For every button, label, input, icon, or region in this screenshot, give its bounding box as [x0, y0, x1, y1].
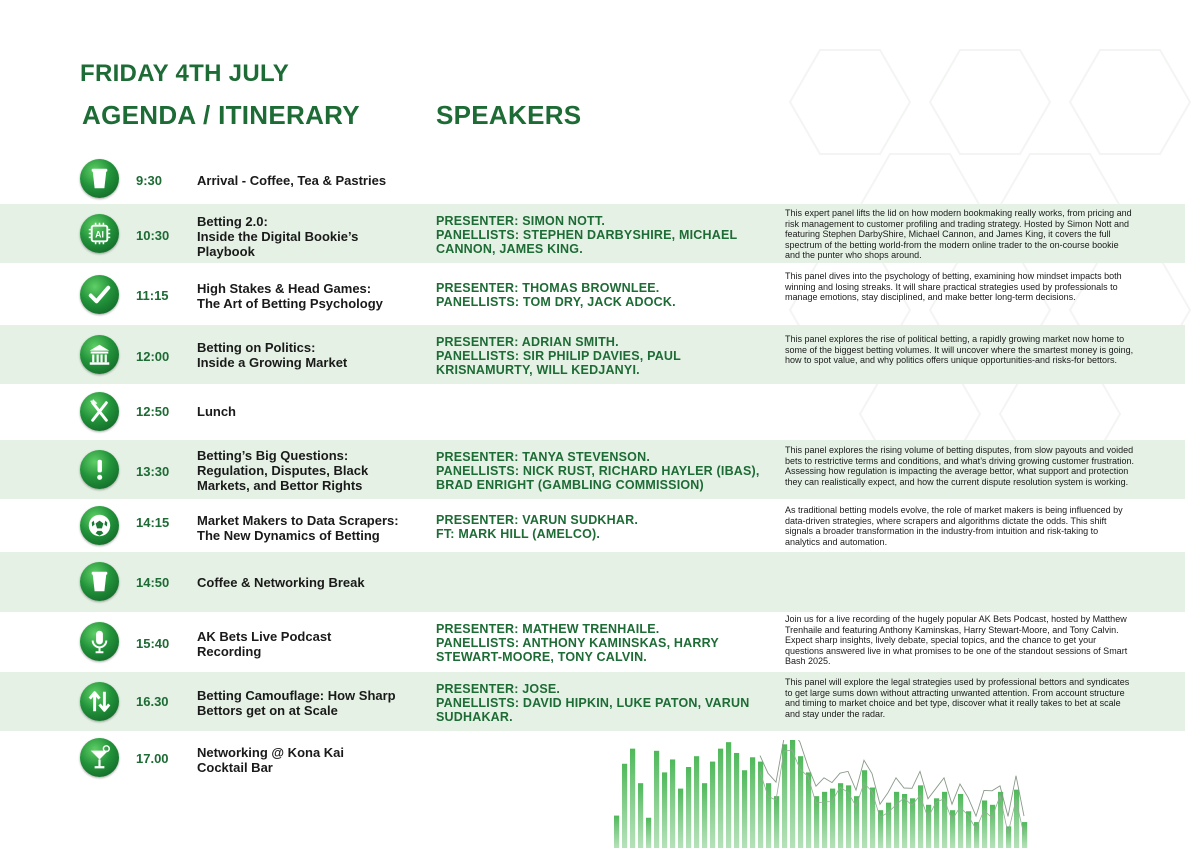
decorative-bar [742, 770, 747, 848]
football-icon [80, 506, 119, 545]
decorative-bar [902, 794, 907, 848]
decorative-bar [678, 789, 683, 848]
presenter-text: PRESENTER: ADRIAN SMITH. [436, 335, 619, 349]
decorative-bar [670, 759, 675, 848]
session-time: 9:30 [136, 173, 163, 188]
session-time: 17.00 [136, 751, 169, 766]
presenter-text: PRESENTER: MATHEW TRENHAILE. [436, 622, 660, 636]
session-speakers [436, 513, 776, 541]
day-heading: FRIDAY 4TH JULY [80, 60, 290, 87]
decorative-bar [750, 757, 755, 848]
decorative-bar [774, 796, 779, 848]
panellists-text: PANELLISTS: TOM DRY, JACK ADOCK. [436, 295, 676, 309]
session-title: Market Makers to Data Scrapers: The New Dynamics of Betting [197, 513, 399, 543]
fork-knife-icon [80, 392, 119, 431]
session-title: High Stakes & Head Games: The Art of Betting Psychology [197, 281, 383, 311]
session-title: AK Bets Live Podcast Recording [197, 629, 332, 659]
decorative-bar [654, 751, 659, 848]
presenter-text: PRESENTER: JOSE. [436, 682, 561, 696]
decorative-bar [926, 805, 931, 848]
session-speakers [436, 682, 776, 724]
presenter-text: PRESENTER: TANYA STEVENSON. [436, 450, 650, 464]
ai-chip-icon [80, 214, 119, 253]
decorative-bar [662, 772, 667, 848]
decorative-bar [718, 749, 723, 848]
decorative-bar [702, 783, 707, 848]
agenda-row-1200 [0, 325, 1185, 384]
exclamation-icon [80, 450, 119, 489]
decorative-bar [686, 767, 691, 848]
decorative-bar [918, 785, 923, 848]
decorative-bar [1022, 822, 1027, 848]
session-time: 14:15 [136, 515, 170, 530]
agenda-heading: AGENDA / ITINERARY [82, 100, 360, 130]
up-down-arrows-icon [80, 682, 119, 721]
agenda-row-1630 [0, 672, 1185, 731]
agenda-row-1450 [0, 552, 1185, 612]
session-title: Coffee & Networking Break [197, 575, 365, 590]
agenda-row-1115 [0, 263, 1185, 325]
decorative-bar [726, 742, 731, 848]
agenda-row-1540 [0, 612, 1185, 672]
decorative-bar-graphic [612, 740, 1032, 848]
agenda-row-0930 [0, 154, 1185, 204]
session-time: 15:40 [136, 636, 170, 651]
decorative-bar [894, 792, 899, 848]
decorative-bar [910, 798, 915, 848]
decorative-bar [646, 818, 651, 848]
session-time: 11:15 [136, 288, 169, 303]
decorative-bar [710, 762, 715, 848]
session-title: Betting Camouflage: How Sharp Bettors get on at Scale [197, 688, 396, 718]
decorative-bar [822, 792, 827, 848]
session-title: Betting 2.0: Inside the Digital Bookie’s Playbook [197, 214, 359, 259]
session-description: This panel dives into the psychology of betting, examining how mindset impacts both winning and losing streaks. It will share practical strategies used by professionals to manage emotions, stay disciplined, and make better long-term decisions. [785, 271, 1122, 302]
decorative-bar [862, 770, 867, 848]
panellists-text: PANELLISTS: STEPHEN DARBYSHIRE, MICHAEL CANNON, JAMES KING. [436, 228, 738, 256]
decorative-bar [614, 816, 619, 848]
session-speakers [436, 214, 776, 256]
panellists-text: FT: MARK HILL (AMELCO). [436, 527, 601, 541]
coffee-cup-icon [80, 159, 119, 198]
checkmark-icon [80, 275, 119, 314]
session-speakers [436, 335, 776, 377]
decorative-bar [630, 749, 635, 848]
panellists-text: PANELLISTS: DAVID HIPKIN, LUKE PATON, VARUN SUDHAKAR. [436, 696, 750, 724]
decorative-bar [622, 764, 627, 848]
panellists-text: PANELLISTS: SIR PHILIP DAVIES, PAUL KRISNAMURTY, WILL KEDJANYI. [436, 349, 681, 377]
session-time: 10:30 [136, 228, 170, 243]
session-time: 12:50 [136, 404, 170, 419]
decorative-bar [982, 800, 987, 848]
speakers-heading: SPEAKERS [436, 100, 582, 130]
presenter-text: PRESENTER: SIMON NOTT. [436, 214, 605, 228]
decorative-bar [846, 785, 851, 848]
decorative-bar [870, 788, 875, 848]
decorative-bar [974, 822, 979, 848]
session-time: 14:50 [136, 575, 170, 590]
decorative-bar [1014, 790, 1019, 848]
session-time: 12:00 [136, 349, 170, 364]
session-speakers [436, 450, 776, 492]
session-title: Betting’s Big Questions: Regulation, Disputes, Black Markets, and Bettor Rights [197, 448, 369, 493]
decorative-bar [734, 753, 739, 848]
session-speakers [436, 281, 776, 309]
session-description: As traditional betting models evolve, the role of market makers is being influenced by data-driven strategies, where scrapers and algorithms dictate the odds. This shift signals a broader transformation in the industry-from intuition and risk-taking to analytics and automation. [785, 505, 1123, 547]
microphone-icon [80, 622, 119, 661]
agenda-row-1030 [0, 204, 1185, 263]
agenda-row-1330 [0, 440, 1185, 499]
decorative-bar [958, 794, 963, 848]
session-title: Arrival - Coffee, Tea & Pastries [197, 173, 387, 188]
panellists-text: PANELLISTS: NICK RUST, RICHARD HAYLER (IBAS), BRAD ENRIGHT (GAMBLING COMMISSION) [436, 464, 760, 492]
session-description: This panel explores the rise of political betting, a rapidly growing market now home to some of the biggest betting volumes. It will uncover where the smartest money is going, how to spot value, and why politics offers unique opportunities-and risks-for bettors. [785, 334, 1134, 365]
svg-text:AI: AI [95, 229, 104, 240]
decorative-bar [814, 796, 819, 848]
decorative-bar [934, 798, 939, 848]
session-description: This expert panel lifts the lid on how modern bookmaking really works, from pricing and risk management to customer profiling and trading strategy. Hosted by Simon Nott and featuring Stephen DarbyShire, Michael Cannon, and James King, it covers the full spectrum of the betting world-from the modern online trader to the on-course bookie and the punter who shops around. [785, 208, 1132, 260]
coffee-cup-icon [80, 562, 119, 601]
presenter-text: PRESENTER: VARUN SUDKHAR. [436, 513, 639, 527]
cocktail-icon [80, 738, 119, 777]
session-speakers [436, 622, 776, 664]
session-time: 16.30 [136, 694, 169, 709]
session-title: Betting on Politics: Inside a Growing Market [197, 340, 348, 370]
agenda-row-1250 [0, 384, 1185, 440]
session-time: 13:30 [136, 464, 170, 479]
session-description: Join us for a live recording of the hugely popular AK Bets Podcast, hosted by Matthew Trenhaile and featuring Anthony Kaminskas, Harry Stewart-Moore, and Tony Calvin. Expect sharp insights, lively debate, special topics, and the chance to get your questions answered live in what promises to be one of the standout sessions of Smart Bash 2025. [785, 614, 1128, 666]
panellists-text: PANELLISTS: ANTHONY KAMINSKAS, HARRY STEWART-MOORE, TONY CALVIN. [436, 636, 719, 664]
government-building-icon [80, 335, 119, 374]
session-description: This panel will explore the legal strategies used by professional bettors and syndicates to get large sums down without attracting unwanted attention. From account structure and timing to market choice and bet type, discover what it really takes to bet at scale and stay under the radar. [785, 677, 1130, 719]
session-description: This panel explores the rising volume of betting disputes, from slow payouts and voided bets to restrictive terms and conditions, and what’s driving growing customer frustration. Assessing how regulation is impacting the average bettor, what support and protection they can realistically expect, and how the current dispute resolution system is working. [785, 445, 1134, 487]
session-title: Lunch [197, 404, 236, 419]
decorative-bar [694, 756, 699, 848]
presenter-text: PRESENTER: THOMAS BROWNLEE. [436, 281, 660, 295]
decorative-bar [638, 783, 643, 848]
session-title: Networking @ Kona Kai Cocktail Bar [197, 745, 345, 775]
agenda-row-1415 [0, 499, 1185, 552]
decorative-bar [838, 783, 843, 848]
decorative-bar [886, 803, 891, 848]
